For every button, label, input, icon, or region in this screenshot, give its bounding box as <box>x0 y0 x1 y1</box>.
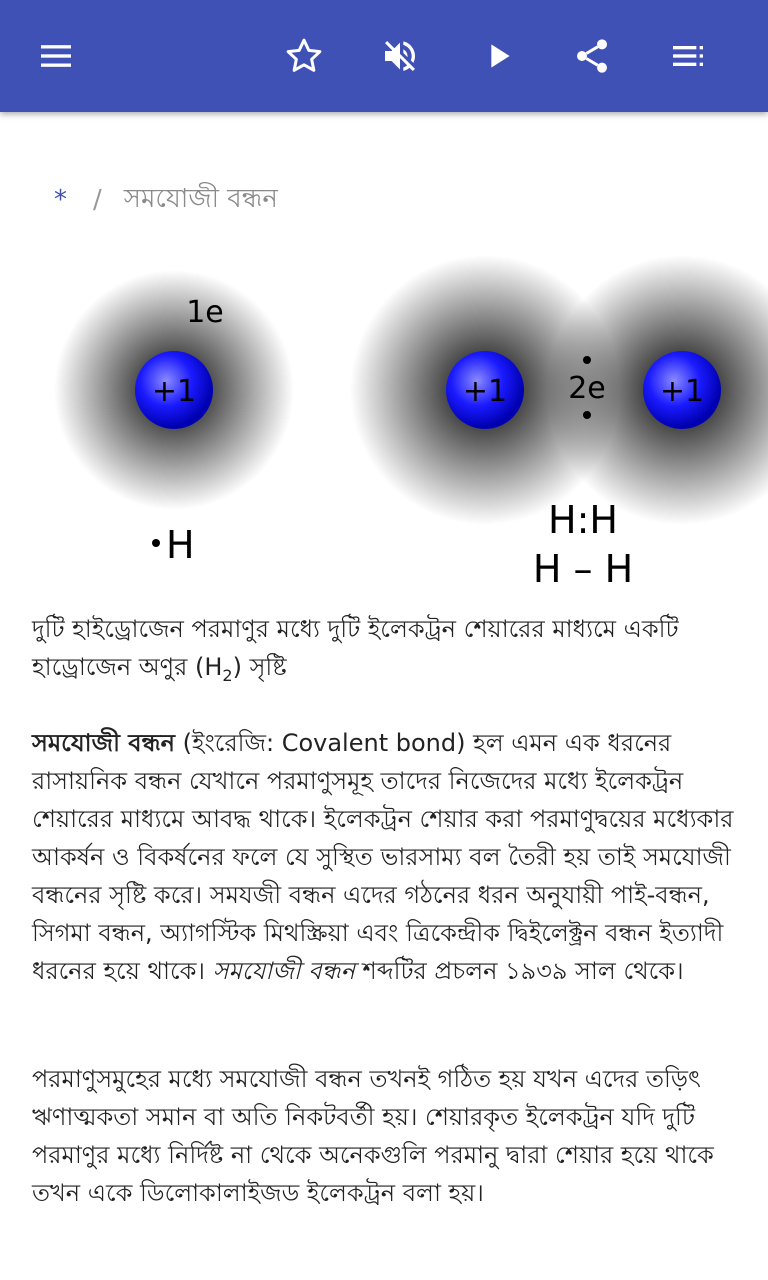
formula-lewis: H:H <box>548 498 618 542</box>
share-icon[interactable] <box>564 28 620 84</box>
charge-label-left: +1 <box>151 374 197 409</box>
paragraph-text-end: শব্দটির প্রচলন ১৯৩৯ সাল থেকে। <box>354 957 684 985</box>
shared-electron-label: 2e <box>568 371 606 406</box>
article-paragraph-2: পরমাণুসমুহের মধ্যে সমযোজী বন্ধন তখনই গঠিত হয় যখন এদের তড়িৎ ঋণাত্মকতা সমান বা অতি নিকটবর্তী হয়। শেয়ারকৃত ইলেকট্রন যদি দুটি পরমাণুর মধ্যে নির্দিষ্ট না থেকে অনেকগুলি পরমানু দ্বারা শেয়ার হয়ে থাকে তখন একে ডিলোকালাইজড ইলেকট্রন বলা হয়। <box>32 1065 714 1207</box>
figure-caption <box>32 610 742 686</box>
formula-left: H <box>166 523 195 567</box>
hydrogen-bond-diagram[interactable] <box>0 250 768 600</box>
star-outline-icon[interactable] <box>276 28 332 84</box>
breadcrumb-separator: / <box>93 185 102 215</box>
paragraph-text: (ইংরেজি: Covalent bond) হল এমন এক ধরনের রাসায়নিক বন্ধন যেখানে পরমাণুসমূহ তাদের নিজেদের মধ্যে ইলেকট্রন শেয়ারের মাধ্যমে আবদ্ধ থাকে। ইলেকট্রন শেয়ার করা পরমাণুদ্বয়ের মধ্যেকার আকর্ষন ও বিকর্ষনের ফলে যে সুস্থিত ভারসাম্য বল তৈরী হয় তাই সমযোজী বন্ধনের সৃষ্টি করে। সমযজী বন্ধন এদের গঠনের ধরন অনুযায়ী পাই-বন্ধন, সিগমা বন্ধন, অ্যাগস্টিক মিথস্ক্রিয়া এবং ত্রিকেন্দ্রীক দ্বিইলেক্ট্রন বন্ধন ইত্যাদী ধরনের হয়ে থাকে। <box>32 729 734 985</box>
caption-text-end: ) সৃষ্টি <box>232 653 287 681</box>
term-bold: সমযোজী বন্ধন <box>32 729 175 757</box>
term-italic: সমযোজী বন্ধন <box>212 957 355 985</box>
play-icon[interactable] <box>470 28 526 84</box>
breadcrumb-current: সমযোজী বন্ধন <box>123 184 278 214</box>
electron-dot-top <box>583 356 591 364</box>
volume-off-icon[interactable] <box>372 28 428 84</box>
caption-subscript: 2 <box>222 665 233 685</box>
electron-dot-bottom <box>583 411 591 419</box>
charge-label-mol-b: +1 <box>659 374 705 409</box>
breadcrumb <box>54 180 278 220</box>
caption-text: দুটি হাইড্রোজেন পরমাণুর মধ্যে দুটি ইলেকট্রন শেয়ারের মাধ্যমে একটি হাড্রোজেন অণুর (H <box>32 615 679 681</box>
electron-label-left: 1e <box>186 295 224 330</box>
menu-icon[interactable] <box>28 28 84 84</box>
list-icon[interactable] <box>660 28 716 84</box>
breadcrumb-home[interactable]: * <box>54 185 67 215</box>
formula-structural: H – H <box>532 547 634 591</box>
formula-dot <box>152 539 160 547</box>
app-bar <box>0 0 768 112</box>
charge-label-mol-a: +1 <box>462 374 508 409</box>
article-paragraph-1 <box>32 724 742 990</box>
